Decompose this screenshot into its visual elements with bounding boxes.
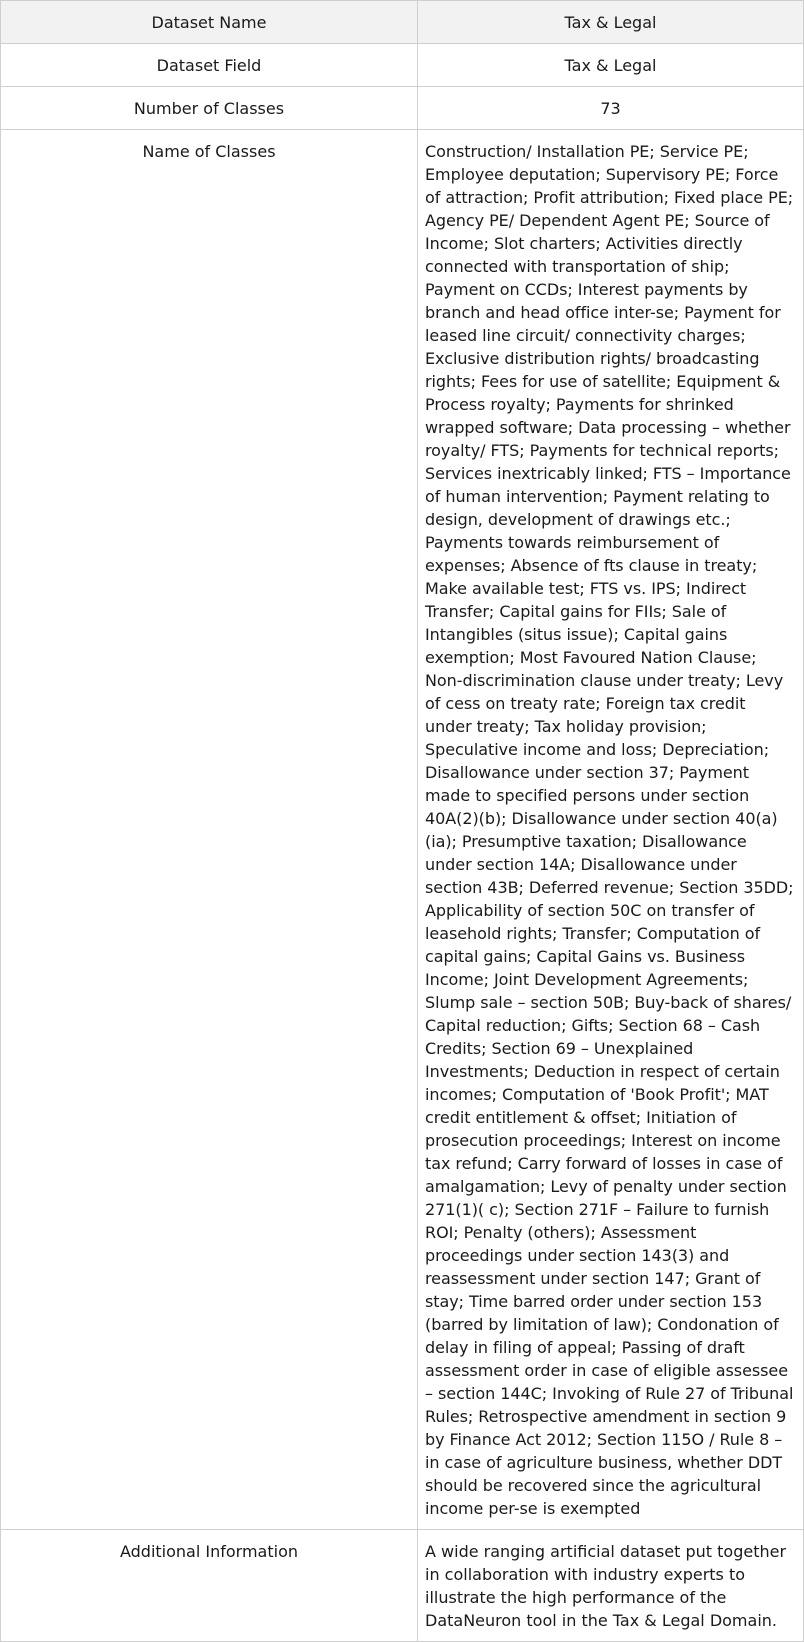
class-list-text: Construction/ Installation PE; Service PE; Employee deputation; Supervisory PE; Force of attraction; Profit attribution; Fixed place PE; Agency PE/ Dependent Agent PE; Source of Income; Slot charters; Activities directly connected with transportation of ship; Payment on CCDs; Interest payments by branch and head office inter-se; Payment for leased line circuit/ connectivity charges; Exclusive distribution rights/ broadcasting rights; Fees for use of satellite; Equipment & Process royalty; Payments for shrinked wrapped software; Data processing – whether royalty/ FTS; Payments for technical reports; Services inextricably linked; FTS – Importance of human intervention; Payment relating to design, development of drawings etc.; Payments towards reimbursement of expenses; Absence of fts clause in treaty; Make available test; FTS vs. IPS; Indirect Transfer; Capital gains for FIIs; Sale of Intangibles (situs issue); Capital gains exemption; Most Favoured Nation Clause; Non-discrimination clause under treaty; Levy of cess on treaty rate; Foreign tax credit under treaty; Tax holiday provision; Speculative income and loss; Depreciation; Disallowance under section 37; Payment made to specified persons under section 40A(2)(b); Disallowance under section 40(a)(ia); Presumptive taxation; Disallowance under section 14A; Disallowance under section 43B; Deferred revenue; Section 35DD; Applicability of section 50C on transfer of leasehold rights; Transfer; Computation of capital gains; Capital Gains vs. Business Income; Joint Development Agreements; Slump sale – section 50B; Buy-back of shares/ Capital reduction; Gifts; Section 68 – Cash Credits; Section 69 – Unexplained Investments; Deduction in respect of certain incomes; Computation of 'Book Profit'; MAT credit entitlement & offset; Initiation of prosecution proceedings; Interest on income tax refund; Carry forward of losses in case of amalgamation; Levy of penalty under section 271(1)( c); Section 271F – Failure to furnish ROI; Penalty (others); Assessment proceedings under section 143(3) and reassessment under section 147; Grant of stay; Time barred order under section 153 (barred by limitation of law); Condonation of delay in filing of appeal; Passing of draft assessment order in case of eligible assessee – section 144C; Invoking of Rule 27 of Tribunal Rules; Retrospective amendment in section 9 by Finance Act 2012; Section 115O / Rule 8 – in case of agriculture business, whether DDT should be recovered since the agricultural income per-se is exempted — [425, 142, 794, 1518]
value-dataset-field — [418, 44, 804, 87]
label-text: Dataset Field — [156, 55, 262, 75]
label-name-of-classes — [1, 130, 418, 1530]
table-row-dataset-name — [1, 1, 804, 44]
label-text: Additional Information — [119, 1542, 299, 1561]
label-text: Number of Classes — [133, 98, 285, 118]
value-name-of-classes — [418, 130, 804, 1530]
label-dataset-name — [1, 1, 418, 44]
label-text: Dataset Name — [151, 12, 267, 32]
table-row-additional-information — [1, 1530, 804, 1642]
label-dataset-field — [1, 44, 418, 87]
table-row-dataset-field — [1, 44, 804, 87]
value-dataset-name — [418, 1, 804, 44]
label-text: Name of Classes — [142, 142, 276, 161]
label-number-of-classes — [1, 87, 418, 130]
value-number-of-classes — [418, 87, 804, 130]
value-additional-information — [418, 1530, 804, 1642]
value-text: Tax & Legal — [564, 12, 657, 32]
value-text: A wide ranging artificial dataset put together in collaboration with industry experts to illustrate the high performance of the DataNeuron tool in the Tax & Legal Domain. — [425, 1542, 787, 1630]
value-text: Tax & Legal — [564, 55, 657, 75]
table-row-name-of-classes — [1, 130, 804, 1530]
label-additional-information — [1, 1530, 418, 1642]
value-text: 73 — [600, 98, 621, 118]
table-row-number-of-classes — [1, 87, 804, 130]
